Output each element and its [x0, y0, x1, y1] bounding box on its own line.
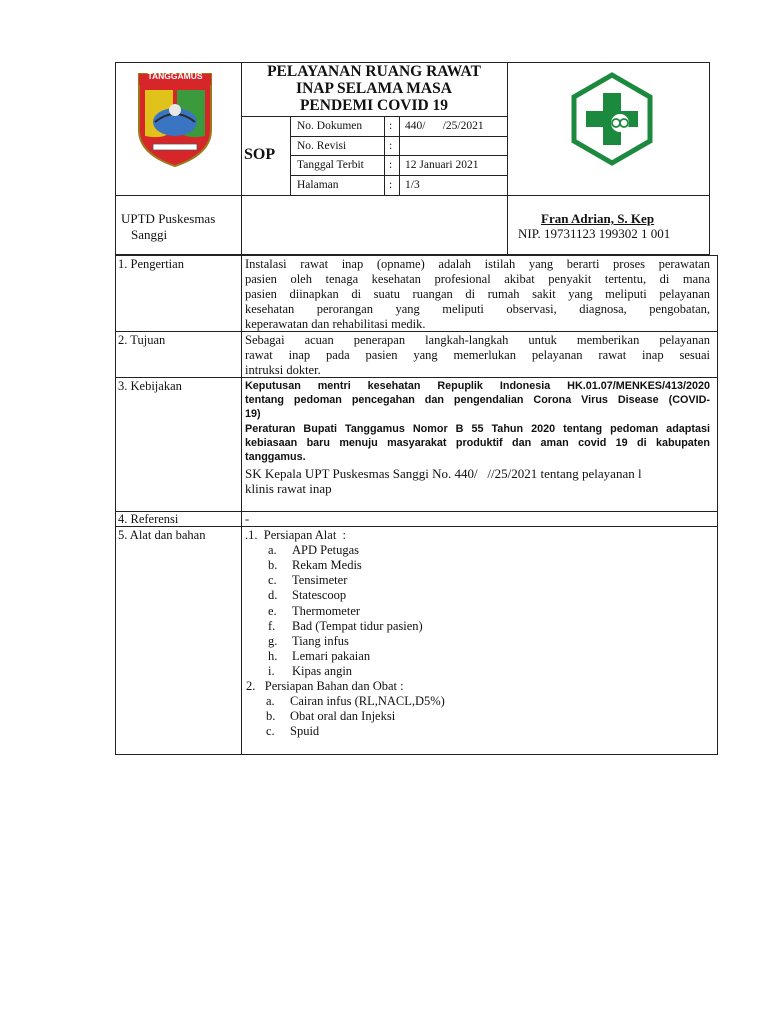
meta-label-tanggal-terbit: Tanggal Terbit [297, 159, 364, 171]
meta-value-halaman: 1/3 [405, 179, 420, 191]
org-name: UPTD Puskesmas Sanggi [121, 211, 216, 242]
label-alat-dan-bahan: 5. Alat dan bahan [118, 528, 206, 542]
meta-label-no-revisi: No. Revisi [297, 140, 347, 152]
label-referensi: 4. Referensi [118, 512, 179, 526]
group2-title: 2. Persiapan Bahan dan Obat : [246, 679, 404, 693]
meta-label-halaman: Halaman [297, 179, 339, 191]
meta-value-tanggal-terbit: 12 Januari 2021 [405, 159, 479, 171]
label-tujuan: 2. Tujuan [118, 333, 166, 347]
document-title: PELAYANAN RUANG RAWAT INAP SELAMA MASA PENDEMI COVID 19 [267, 63, 481, 114]
puskesmas-cross-logo [570, 71, 654, 167]
meta-label-no-dokumen: No. Dokumen [297, 120, 363, 132]
signer-name: Fran Adrian, S. Kep [541, 211, 655, 226]
sop-document: TANGGAMUS PELAYANAN RUANG RAWAT INAP SELAMA MASA PENDEMI COVID 19 SOP No. Dokumen : 440/ /25/2021 No. Revisi : Tanggal Terbit : 12 Januari 2021 Halaman : 1/3 UPTD Puskesmas Sanggi Fran Adrian, S. Kep NIP. 19731123 199302 1 001 1. Pengertian Instalasi rawat inap (opname) adalah istilah yang berarti proses perawatan pasien oleh tenaga kesehatan profesional akibat penyakit tertentu, di mana pasien diinapkan di suatu ruangan di rumah sakit yang meliputi pelayanan kesehatan perorangan yang meliputi observasi, diagnosa, pengobatan, keperawatan dan rehabilitasi medik. 2. Tujuan Sebagai acuan penerapan langkah-langkah untuk memberikan pelayanan rawat inap pada pasien yang memerlukan pelayanan rawat inap sesuai intruksi dokter. 3. Kebijakan Keputusan mentri kesehatan Repuplik Indonesia HK.01.07/MENKES/413/2020 tentang pedoman pencegahan dan pengendalian Corona Virus Disease (COVID- 19) Peraturan Bupati Tanggamus Nomor B 55 Tahun 2020 tentang pedoman adaptasi kebiasaan baru menuju masyarakat produktif dan aman covid 19 di kabupaten tanggamus. SK Kepala UPT Puskesmas Sanggi No. 440/ //25/2021 tentang pelayanan l klinis rawat inap 4. Referensi - 5. Alat dan bahan .1. Persiapan Alat : a. APD Petugas b. Rekam Medis c. Tensimeter d. Statescoop e. Thermometer f. Bad (Tempat tidur pasien) g. Tiang infus h. Lemari pakaian i. Kipas angin 2. Persiapan Bahan dan Obat : a. Cairan infus (RL,NACL,D5%) b. Obat oral dan Injeksi c. Spuid [0, 0, 768, 1024]
label-pengertian: 1. Pengertian [118, 257, 184, 271]
group1-title: .1. Persiapan Alat : [245, 528, 347, 542]
label-kebijakan: 3. Kebijakan [118, 379, 182, 393]
sop-label: SOP [244, 146, 276, 163]
meta-value-no-dokumen: 440/ /25/2021 [405, 120, 484, 132]
signer-nip: NIP. 19731123 199302 1 001 [518, 226, 671, 241]
text-referensi: - [245, 512, 250, 526]
logo-text: TANGGAMUS [147, 71, 203, 81]
tanggamus-logo [135, 70, 215, 168]
